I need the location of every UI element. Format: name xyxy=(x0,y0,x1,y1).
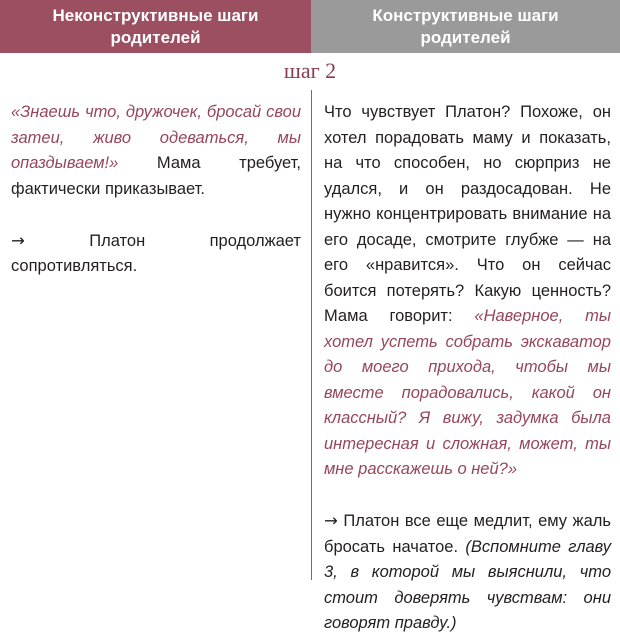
step-label: шаг 2 xyxy=(283,58,337,83)
constructive-result xyxy=(324,508,611,637)
constructive-text: Что чувствует Платон? Похоже, он хотел порадовать маму и показать, на что способен, но сюрприз не удался, и он раздосадован. Не нужно концентрировать внимание на его досаде, смотрите глубже — на его «нравится». Что он сейчас боится потерять? Какую ценность? Мама говорит: xyxy=(324,103,611,325)
mother-demand-comment: Мама требует, фактически приказывает. xyxy=(11,154,301,198)
arrow-icon: → xyxy=(324,511,338,530)
nonconstructive-column xyxy=(11,100,301,280)
result-text: Платон все еще медлит, ему жаль бросать начатое. xyxy=(324,512,611,556)
table-header xyxy=(0,0,620,53)
mother-demand-quote: «Знаешь что, дружочек, бросай свои затеи, живо одеваться, мы опаздываем!» xyxy=(11,103,301,172)
chapter-note: (Вспомните главу 3, в которой мы выяснили, что стоит доверять чувствам: они говорят правду.) xyxy=(324,537,611,632)
mother-empathy-quote: «Наверное, ты хотел успеть собрать экскаватор до моего прихода, чтобы мы вместе порадовались, какой он классный? Я вижу, задумка была интересная и сложная, может, ты мне расскажешь о ней?» xyxy=(324,307,612,478)
constructive-column xyxy=(324,100,611,637)
header-constructive: Конструктивные шаги родителей xyxy=(311,0,620,53)
column-divider xyxy=(311,90,312,580)
header-nonconstructive: Неконструктивные шаги родителей xyxy=(0,0,311,53)
paragraph-gap xyxy=(324,483,611,509)
nonconstructive-result xyxy=(11,228,301,280)
nonconstructive-paragraph xyxy=(11,100,301,202)
arrow-icon: → xyxy=(11,230,25,250)
paragraph-gap xyxy=(11,202,301,228)
constructive-paragraph xyxy=(324,100,611,483)
result-text: Платон продолжает сопротивляться. xyxy=(11,231,301,275)
